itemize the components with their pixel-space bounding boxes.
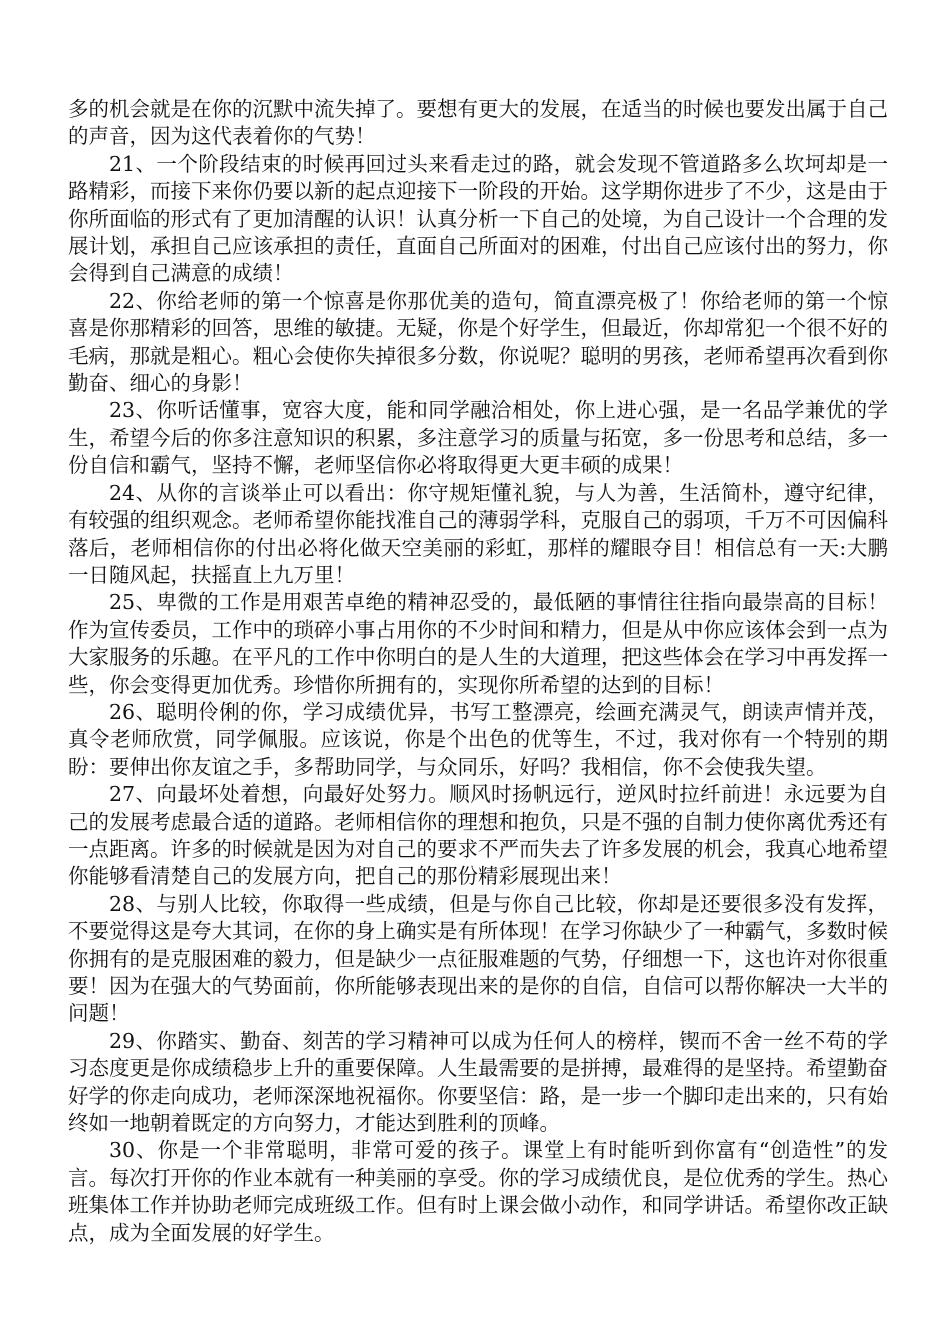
paragraph-25: 25、卑微的工作是用艰苦卓绝的精神忍受的，最低陋的事情往往指向最崇高的目标！作为宣传委员，工作中的琐碎小事占用你的不少时间和精力，但是从中你应该体会到一点为大家服务的乐趣。在平凡的工作中你明白的是人生的大道理，把这些体会在学习中再发挥一些，你会变得更加优秀。珍惜你所拥有的，实现你所希望的达到的目标！ [68,590,888,697]
paragraph-24: 24、从你的言谈举止可以看出：你守规矩懂礼貌，与人为善，生活简朴，遵守纪律，有较强的组织观念。老师希望你能找准自己的薄弱学科，克服自己的弱项，千万不可因偏科落后，老师相信你的付出必将化做天空美丽的彩虹，那样的耀眼夺目！相信总有一天:大鹏一日随风起，扶摇直上九万里！ [68,480,888,587]
paragraph-22: 22、你给老师的第一个惊喜是你那优美的造句，简直漂亮极了！你给老师的第一个惊喜是你那精彩的回答，思维的敏捷。无疑，你是个好学生，但最近，你却常犯一个很不好的毛病，那就是粗心。粗心会使你失掉很多分数，你说呢？聪明的男孩，老师希望再次看到你勤奋、细心的身影！ [68,288,888,396]
paragraph-29: 29、你踏实、勤奋、刻苦的学习精神可以成为任何人的榜样，锲而不舍一丝不苟的学习态度更是你成绩稳步上升的重要保障。人生最需要的是拼搏，最难得的是坚持。希望勤奋好学的你走向成功，老师深深地祝福你。你要坚信：路，是一步一个脚印走出来的，只有始终如一地朝着既定的方向努力，才能达到胜利的顶峰。 [68,1028,888,1136]
paragraph-21: 21、一个阶段结束的时候再回过头来看走过的路，就会发现不管道路多么坎坷却是一路精彩，而接下来你仍要以新的起点迎接下一阶段的开始。这学期你进步了不少，这是由于你所面临的形式有了更加清醒的认识！认真分析一下自己的处境，为自己设计一个合理的发展计划，承担自己应该承担的责任，直面自己所面对的困难，付出自己应该付出的努力，你会得到自己满意的成绩！ [68,151,888,286]
paragraph-30: 30、你是一个非常聪明，非常可爱的孩子。课堂上有时能听到你富有“创造性”的发言。每次打开你的作业本就有一种美丽的享受。你的学习成绩优良，是位优秀的学生。热心班集体工作并协助老师完成班级工作。但有时上课会做小动作，和同学讲话。希望你改正缺点，成为全面发展的好学生。 [68,1138,888,1245]
paragraph-23: 23、你听话懂事，宽容大度，能和同学融洽相处，你上进心强，是一名品学兼优的学生，希望今后的你多注意知识的积累，多注意学习的质量与拓宽，多一份思考和总结，多一份自信和霸气，坚持不懈，老师坚信你必将取得更大更丰硕的成果！ [68,398,888,478]
paragraph-27: 27、向最坏处着想，向最好处努力。顺风时扬帆远行，逆风时拉纤前进！永远要为自己的发展考虑最合适的道路。老师相信你的理想和抱负，只是不强的自制力使你离优秀还有一点距离。许多的时候就是因为对自己的要求不严而失去了许多发展的机会，我真心地希望你能够看清楚自己的发展方向，把自己的那份精彩展现出来！ [68,782,888,889]
document-body [68,96,888,1247]
paragraph-26: 26、聪明伶俐的你，学习成绩优异，书写工整漂亮，绘画充满灵气，朗读声情并茂，真令老师欣赏，同学佩服。应该说，你是个出色的优等生，不过，我对你有一个特别的期盼：要伸出你友谊之手，多帮助同学，与众同乐，好吗？我相信，你不会使我失望。 [68,699,888,779]
paragraph-continued: 多的机会就是在你的沉默中流失掉了。要想有更大的发展，在适当的时候也要发出属于自己的声音，因为这代表着你的气势！ [68,97,888,149]
paragraph-28: 28、与别人比较，你取得一些成绩，但是与你自己比较，你却是还要很多没有发挥，不要觉得这是夸大其词，在你的身上确实是有所体现！在学习你缺少了一种霸气，多数时候你拥有的是克服困难的毅力，但是缺少一点征服难题的气势，仔细想一下，这也许对你很重要！因为在强大的气势面前，你所能够表现出来的是你的自信，自信可以帮你解决一大半的问题！ [68,891,888,1026]
